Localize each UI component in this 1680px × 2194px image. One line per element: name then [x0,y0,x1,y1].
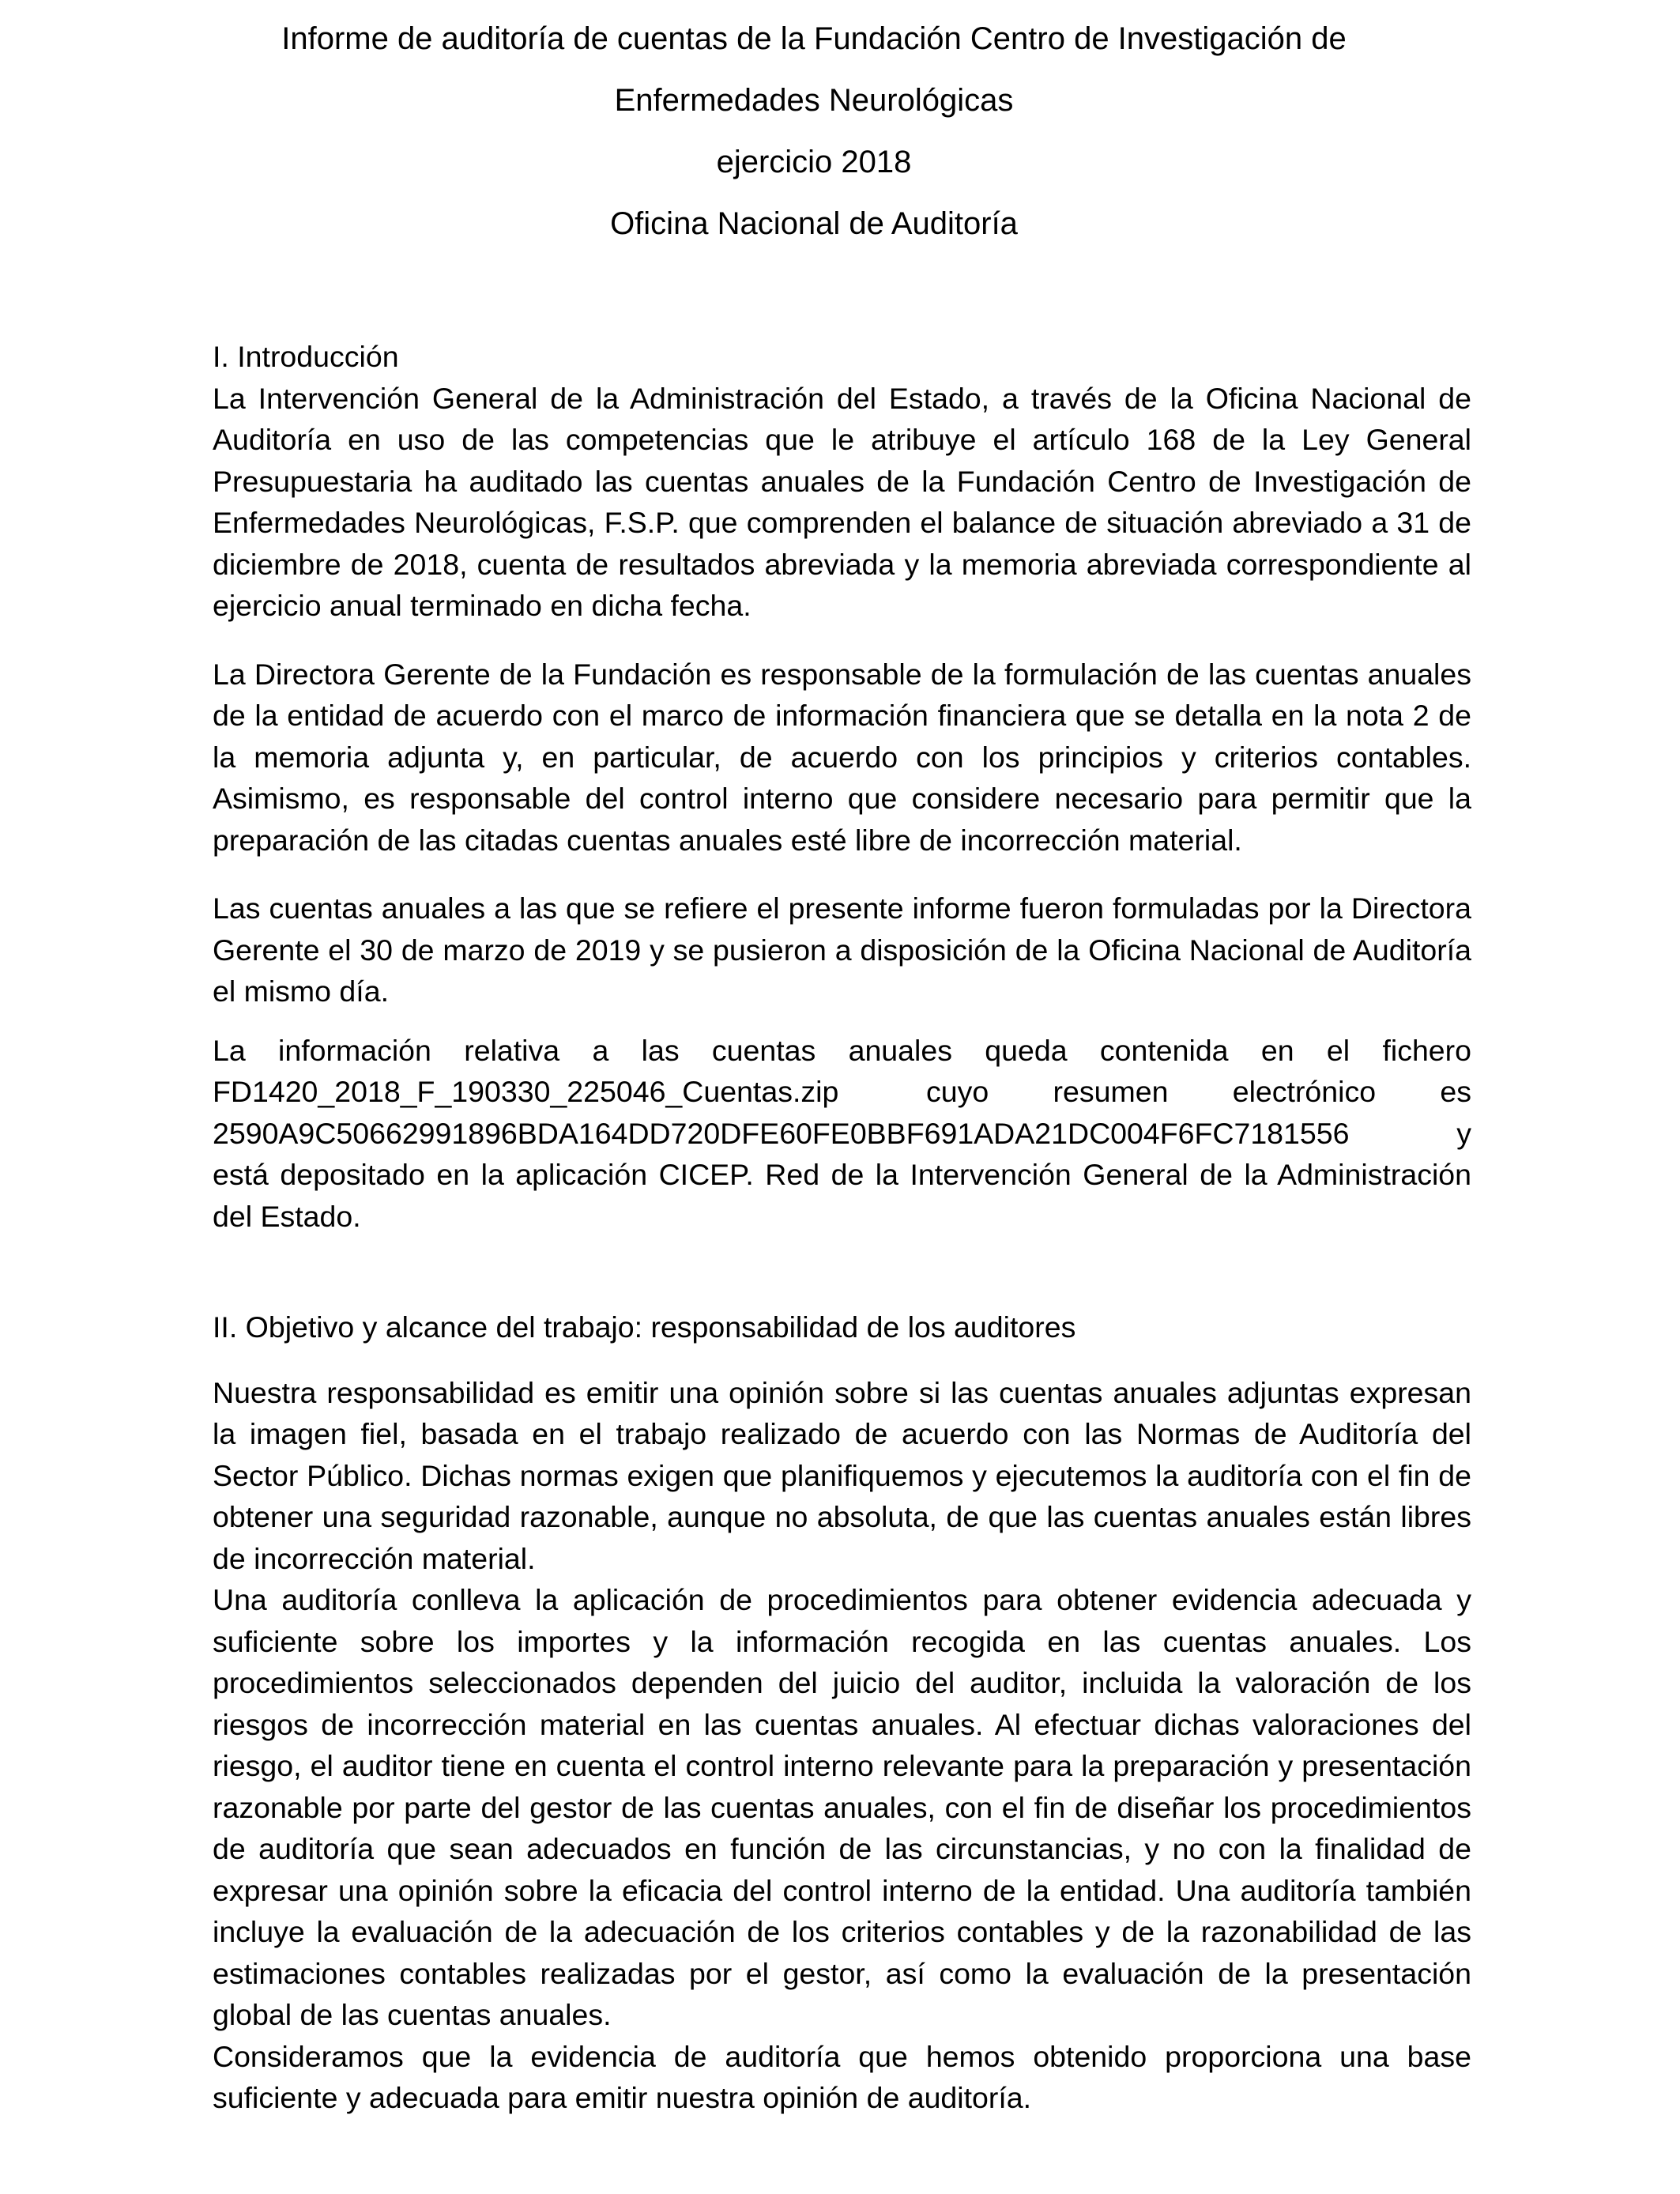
section-1-paragraph-1: La Intervención General de la Administración del Estado, a través de la Oficina Nacional de Auditoría en uso de las competencias que le atribuye el artículo 168 de la Ley General Presupuestaria ha auditado las cuentas anuales de la Fundación Centro de Investigación de Enfermedades Neurológicas, F.S.P. que comprenden el balance de situación abreviado a 31 de diciembre de 2018, cuenta de resultados abreviada y la memoria abreviada correspondiente al ejercicio anual terminado en dicha fecha. [213,381,1471,622]
electronic-hash: 2590A9C50662991896BDA164DD720DFE60FE0BBF691ADA21DC004F6FC7181556 [213,1116,1350,1150]
report-title [0,8,1628,254]
report-body [213,336,1471,2119]
title-line-4: Oficina Nacional de Auditoría [610,206,1018,241]
section-1-paragraph-3: Las cuentas anuales a las que se refiere el presente informe fueron formuladas por la Directora Gerente el 30 de marzo de 2019 y se pusieron a disposición de la Oficina Nacional de Auditoría el mismo día. [213,892,1471,1008]
paragraph-4-intro: La información relativa a las cuentas anuales queda contenida en el fichero [213,1033,1471,1067]
title-line-3: ejercicio 2018 [716,145,912,179]
paragraph-4-end: está depositado en la aplicación CICEP. Red de la Intervención General de la Administración del Estado. [213,1158,1471,1233]
section-1-paragraph-2: La Directora Gerente de la Fundación es responsable de la formulación de las cuentas anuales de la entidad de acuerdo con el marco de información financiera que se detalla en la nota 2 de la memoria adjunta y, en particular, de acuerdo con los principios y criterios contables. Asimismo, es responsable del control interno que considere necesario para permitir que la preparación de las citadas cuentas anuales esté libre de incorrección material. [213,657,1471,857]
paragraph-4-and: y [1456,1116,1471,1150]
paragraph-4-hash-line [213,1113,1471,1155]
paragraph-4-mid [926,1071,1471,1113]
section-2-paragraph-1: Nuestra responsabilidad es emitir una opinión sobre si las cuentas anuales adjuntas expresan la imagen fiel, basada en el trabajo realizado de acuerdo con las Normas de Auditoría del Sector Público. Dichas normas exigen que planifiquemos y ejecutemos la auditoría con el fin de obtener una seguridad razonable, aunque no absoluta, de que las cuentas anuales están libres de incorrección material. [213,1375,1471,1575]
cuentas-file-name: FD1420_2018_F_190330_225046_Cuentas.zip [213,1075,839,1108]
section-1-paragraph-4 [213,1030,1471,1238]
title-line-1: Informe de auditoría de cuentas de la Fundación Centro de Investigación de [281,21,1347,56]
paragraph-4-file-line [213,1071,1471,1113]
section-2-paragraph-2: Una auditoría conlleva la aplicación de procedimientos para obtener evidencia adecuada y suficiente sobre los importes y la información recogida en las cuentas anuales. Los procedimientos seleccionados dependen del juicio del auditor, incluida la valoración de los riesgos de incorrección material en las cuentas anuales. Al efectuar dichas valoraciones del riesgo, el auditor tiene en cuenta el control interno relevante para la preparación y presentación razonable por parte del gestor de las cuentas anuales, con el fin de diseñar los procedimientos de auditoría que sean adecuados en función de las circunstancias, y no con la finalidad de expresar una opinión sobre la eficacia del control interno de la entidad. Una auditoría también incluye la evaluación de la adecuación de los criterios contables y de la razonabilidad de las estimaciones contables realizadas por el gestor, así como la evaluación de la presentación global de las cuentas anuales. [213,1583,1471,2031]
paragraph-4-mid-text: cuyo resumen electrónico es [926,1075,1471,1108]
section-1-heading: I. Introducción [213,340,399,373]
section-2-heading: II. Objetivo y alcance del trabajo: responsabilidad de los auditores [213,1310,1076,1344]
section-2-paragraph-3: Consideramos que la evidencia de auditoría que hemos obtenido proporciona una base suficiente y adecuada para emitir nuestra opinión de auditoría. [213,2039,1471,2114]
title-line-2: Enfermedades Neurológicas [614,83,1014,118]
